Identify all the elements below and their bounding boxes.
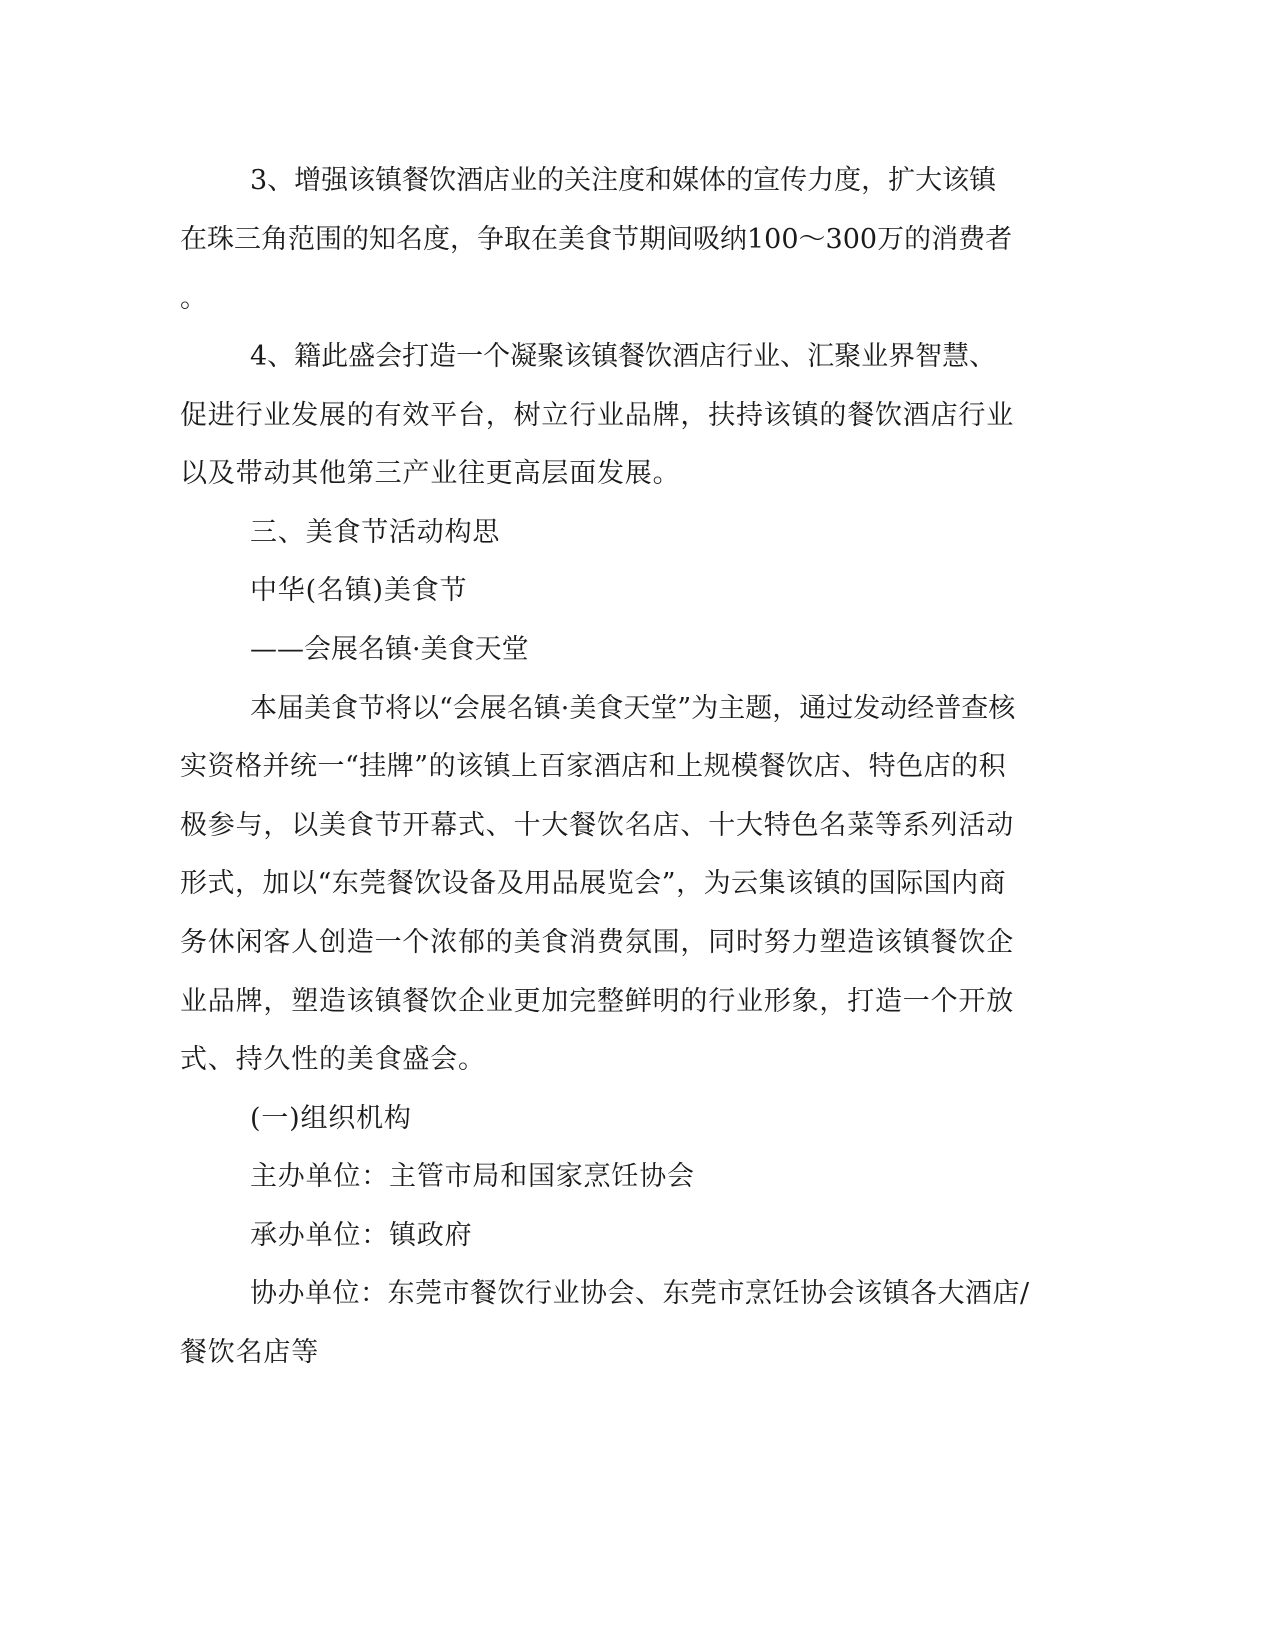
paragraph-5-line-7: 式、持久性的美食盛会。 [180, 1044, 486, 1075]
paragraph-3-line-2: 在珠三角范围的知名度，争取在美食节期间吸纳100～300万的消费者 [180, 224, 1013, 255]
paragraph-5-line-1: 本届美食节将以“会展名镇·美食天堂”为主题，通过发动经普查核 [250, 693, 1016, 724]
event-subtitle: ——会展名镇·美食天堂 [250, 634, 529, 665]
organizer-unit: 承办单位：镇政府 [250, 1220, 473, 1251]
co-organizer-line-2: 餐饮名店等 [180, 1337, 319, 1368]
paragraph-5-line-4: 形式，加以“东莞餐饮设备及用品展览会”，为云集该镇的国际国内商 [180, 868, 1007, 899]
organization-heading: (一)组织机构 [250, 1103, 412, 1134]
paragraph-5-line-3: 极参与，以美食节开幕式、十大餐饮名店、十大特色名菜等系列活动 [180, 810, 1014, 841]
event-title: 中华(名镇)美食节 [250, 575, 468, 606]
paragraph-5-line-2: 实资格并统一“挂牌”的该镇上百家酒店和上规模餐饮店、特色店的积 [180, 751, 1007, 782]
paragraph-4-line-1: 4、籍此盛会打造一个凝聚该镇餐饮酒店行业、汇聚业界智慧、 [250, 341, 997, 372]
paragraph-4-line-3: 以及带动其他第三产业往更高层面发展。 [180, 458, 681, 489]
co-organizer-line-1: 协办单位：东莞市餐饮行业协会、东莞市烹饪协会该镇各大酒店/ [250, 1278, 1030, 1309]
paragraph-3-line-3: 。 [180, 283, 207, 314]
paragraph-4-line-2: 促进行业发展的有效平台，树立行业品牌，扶持该镇的餐饮酒店行业 [180, 400, 1014, 431]
host-unit: 主办单位：主管市局和国家烹饪协会 [250, 1161, 695, 1192]
paragraph-5-line-6: 业品牌，塑造该镇餐饮企业更加完整鲜明的行业形象，打造一个开放 [180, 986, 1014, 1017]
section-heading: 三、美食节活动构思 [250, 517, 501, 548]
paragraph-3-line-1: 3、增强该镇餐饮酒店业的关注度和媒体的宣传力度，扩大该镇 [250, 165, 997, 196]
paragraph-5-line-5: 务休闲客人创造一个浓郁的美食消费氛围，同时努力塑造该镇餐饮企 [180, 927, 1014, 958]
